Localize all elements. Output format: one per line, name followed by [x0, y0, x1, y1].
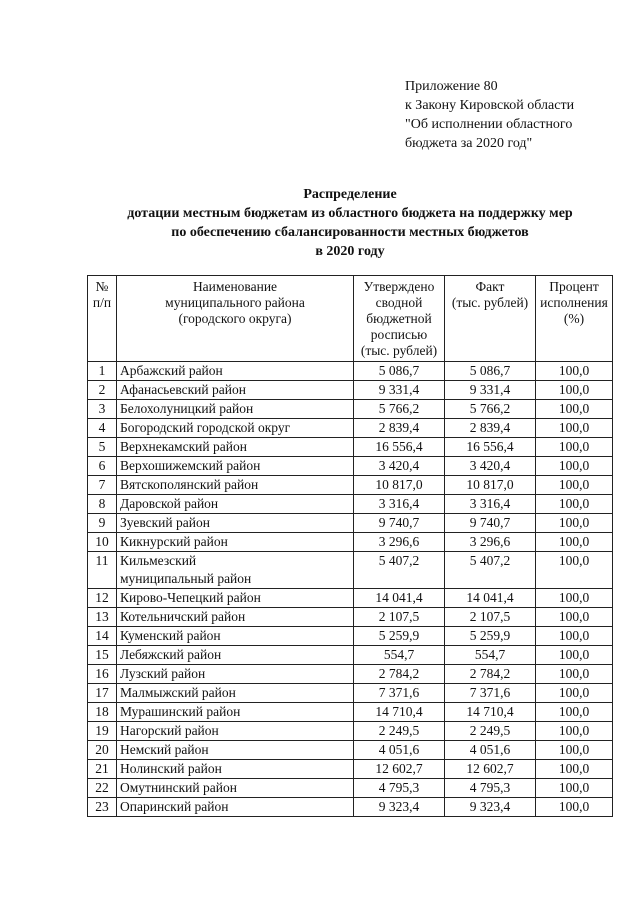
fact-amount: 2 107,5 — [445, 608, 536, 627]
district-name — [117, 608, 354, 627]
table-row — [88, 419, 613, 438]
table-row — [88, 798, 613, 817]
appendix-note — [405, 77, 574, 153]
district-name — [117, 779, 354, 798]
district-name-line: Верхнекамский район — [120, 439, 247, 454]
header-percent: Процент исполнения (%) — [536, 276, 613, 362]
percent-value: 100,0 — [536, 533, 613, 552]
district-name-line: Кикнурский район — [120, 534, 228, 549]
district-name — [117, 438, 354, 457]
fact-amount: 3 316,4 — [445, 495, 536, 514]
district-name — [117, 703, 354, 722]
district-name-line: Богородский городской округ — [120, 420, 291, 435]
fact-amount: 14 041,4 — [445, 589, 536, 608]
fact-amount: 2 249,5 — [445, 722, 536, 741]
table-row — [88, 589, 613, 608]
approved-amount: 5 407,2 — [354, 552, 445, 589]
district-name-line: Лузский район — [120, 666, 206, 681]
header-approved: Утверждено сводной бюджетной росписью (тыс. рублей) — [354, 276, 445, 362]
table-row — [88, 741, 613, 760]
approved-amount: 14 041,4 — [354, 589, 445, 608]
district-name-line: Афанасьевский район — [120, 382, 246, 397]
table-row — [88, 779, 613, 798]
percent-value: 100,0 — [536, 608, 613, 627]
approved-amount: 3 420,4 — [354, 457, 445, 476]
fact-amount: 3 296,6 — [445, 533, 536, 552]
approved-amount: 12 602,7 — [354, 760, 445, 779]
fact-amount: 554,7 — [445, 646, 536, 665]
title-line: дотации местным бюджетам из областного бюджета на поддержку мер — [127, 206, 573, 221]
percent-value: 100,0 — [536, 779, 613, 798]
percent-value: 100,0 — [536, 684, 613, 703]
percent-value: 100,0 — [536, 703, 613, 722]
row-number: 5 — [88, 438, 117, 457]
district-name — [117, 457, 354, 476]
approved-amount: 5 259,9 — [354, 627, 445, 646]
table-row — [88, 627, 613, 646]
district-name-line: Зуевский район — [120, 515, 210, 530]
table-row — [88, 646, 613, 665]
district-name-line: Нолинский район — [120, 761, 222, 776]
district-name-line: Куменский район — [120, 628, 221, 643]
fact-amount: 5 407,2 — [445, 552, 536, 589]
district-name — [117, 722, 354, 741]
appendix-line: Приложение 80 — [405, 79, 498, 94]
district-name-line: Мурашинский район — [120, 704, 241, 719]
approved-amount: 4 051,6 — [354, 741, 445, 760]
row-number: 4 — [88, 419, 117, 438]
table-row — [88, 665, 613, 684]
fact-amount: 5 086,7 — [445, 362, 536, 381]
row-number: 22 — [88, 779, 117, 798]
title-line: Распределение — [303, 187, 397, 202]
percent-value: 100,0 — [536, 646, 613, 665]
percent-value: 100,0 — [536, 381, 613, 400]
row-number: 14 — [88, 627, 117, 646]
approved-amount: 5 766,2 — [354, 400, 445, 419]
fact-amount: 2 839,4 — [445, 419, 536, 438]
district-name — [117, 419, 354, 438]
fact-amount: 5 766,2 — [445, 400, 536, 419]
district-name — [117, 362, 354, 381]
district-name — [117, 495, 354, 514]
appendix-line: "Об исполнении областного — [405, 117, 573, 132]
appendix-line: к Закону Кировской области — [405, 98, 575, 113]
district-name-line: Опаринский район — [120, 799, 229, 814]
district-name-line: Арбажский район — [120, 363, 223, 378]
row-number: 10 — [88, 533, 117, 552]
percent-value: 100,0 — [536, 476, 613, 495]
approved-amount: 3 316,4 — [354, 495, 445, 514]
row-number: 2 — [88, 381, 117, 400]
fact-amount: 4 795,3 — [445, 779, 536, 798]
district-name — [117, 665, 354, 684]
approved-amount: 2 784,2 — [354, 665, 445, 684]
row-number: 9 — [88, 514, 117, 533]
percent-value: 100,0 — [536, 362, 613, 381]
table-row — [88, 684, 613, 703]
district-name — [117, 798, 354, 817]
percent-value: 100,0 — [536, 589, 613, 608]
approved-amount: 5 086,7 — [354, 362, 445, 381]
approved-amount: 7 371,6 — [354, 684, 445, 703]
row-number: 23 — [88, 798, 117, 817]
approved-amount: 2 107,5 — [354, 608, 445, 627]
table-row — [88, 476, 613, 495]
district-name-line: Малмыжский район — [120, 685, 236, 700]
table-row — [88, 514, 613, 533]
percent-value: 100,0 — [536, 438, 613, 457]
table-row — [88, 703, 613, 722]
percent-value: 100,0 — [536, 552, 613, 589]
row-number: 15 — [88, 646, 117, 665]
row-number: 6 — [88, 457, 117, 476]
district-name-line: Кирово-Чепецкий район — [120, 590, 261, 605]
fact-amount: 9 331,4 — [445, 381, 536, 400]
fact-amount: 16 556,4 — [445, 438, 536, 457]
row-number: 18 — [88, 703, 117, 722]
row-number: 20 — [88, 741, 117, 760]
district-name — [117, 381, 354, 400]
table-row — [88, 608, 613, 627]
percent-value: 100,0 — [536, 457, 613, 476]
table-row — [88, 400, 613, 419]
table-row — [88, 722, 613, 741]
percent-value: 100,0 — [536, 760, 613, 779]
approved-amount: 9 331,4 — [354, 381, 445, 400]
fact-amount: 7 371,6 — [445, 684, 536, 703]
table-row — [88, 760, 613, 779]
percent-value: 100,0 — [536, 741, 613, 760]
document-title — [60, 185, 640, 261]
district-name-line: Белохолуницкий район — [120, 401, 254, 416]
percent-value: 100,0 — [536, 419, 613, 438]
approved-amount: 10 817,0 — [354, 476, 445, 495]
district-name-line: Немский район — [120, 742, 209, 757]
district-name-line: Кильмезский — [120, 553, 197, 568]
row-number: 8 — [88, 495, 117, 514]
district-name-line: муниципальный район — [120, 571, 252, 586]
district-name — [117, 400, 354, 419]
district-name — [117, 627, 354, 646]
header-name: Наименование муниципального района (городского округа) — [117, 276, 354, 362]
approved-amount: 4 795,3 — [354, 779, 445, 798]
fact-amount: 4 051,6 — [445, 741, 536, 760]
fact-amount: 9 323,4 — [445, 798, 536, 817]
row-number: 19 — [88, 722, 117, 741]
row-number: 21 — [88, 760, 117, 779]
appendix-line: бюджета за 2020 год" — [405, 136, 533, 151]
approved-amount: 16 556,4 — [354, 438, 445, 457]
budget-table — [87, 275, 613, 817]
district-name-line: Даровской район — [120, 496, 219, 511]
approved-amount: 2 249,5 — [354, 722, 445, 741]
district-name-line: Омутнинский район — [120, 780, 237, 795]
table-row — [88, 381, 613, 400]
percent-value: 100,0 — [536, 722, 613, 741]
percent-value: 100,0 — [536, 495, 613, 514]
percent-value: 100,0 — [536, 514, 613, 533]
row-number: 17 — [88, 684, 117, 703]
district-name — [117, 760, 354, 779]
district-name — [117, 533, 354, 552]
header-num: № п/п — [88, 276, 117, 362]
header-fact: Факт (тыс. рублей) — [445, 276, 536, 362]
fact-amount: 3 420,4 — [445, 457, 536, 476]
table-row — [88, 552, 613, 589]
row-number: 7 — [88, 476, 117, 495]
row-number: 16 — [88, 665, 117, 684]
table-row — [88, 362, 613, 381]
district-name-line: Верхошижемский район — [120, 458, 261, 473]
district-name-line: Котельничский район — [120, 609, 246, 624]
percent-value: 100,0 — [536, 400, 613, 419]
percent-value: 100,0 — [536, 798, 613, 817]
row-number: 11 — [88, 552, 117, 589]
district-name-line: Вятскополянский район — [120, 477, 259, 492]
percent-value: 100,0 — [536, 627, 613, 646]
district-name — [117, 476, 354, 495]
district-name — [117, 741, 354, 760]
district-name — [117, 684, 354, 703]
table-header-row — [88, 276, 613, 362]
approved-amount: 3 296,6 — [354, 533, 445, 552]
table-row — [88, 438, 613, 457]
approved-amount: 2 839,4 — [354, 419, 445, 438]
fact-amount: 9 740,7 — [445, 514, 536, 533]
table-body — [88, 362, 613, 817]
table-row — [88, 457, 613, 476]
approved-amount: 9 740,7 — [354, 514, 445, 533]
percent-value: 100,0 — [536, 665, 613, 684]
district-name — [117, 514, 354, 533]
fact-amount: 10 817,0 — [445, 476, 536, 495]
table-row — [88, 495, 613, 514]
district-name — [117, 646, 354, 665]
table-row — [88, 533, 613, 552]
approved-amount: 14 710,4 — [354, 703, 445, 722]
row-number: 3 — [88, 400, 117, 419]
title-line: по обеспечению сбалансированности местных бюджетов — [171, 225, 529, 240]
row-number: 12 — [88, 589, 117, 608]
fact-amount: 2 784,2 — [445, 665, 536, 684]
fact-amount: 12 602,7 — [445, 760, 536, 779]
district-name-line: Лебяжский район — [120, 647, 222, 662]
district-name — [117, 589, 354, 608]
district-name — [117, 552, 354, 589]
title-line: в 2020 году — [315, 244, 385, 259]
fact-amount: 14 710,4 — [445, 703, 536, 722]
row-number: 13 — [88, 608, 117, 627]
district-name-line: Нагорский район — [120, 723, 219, 738]
fact-amount: 5 259,9 — [445, 627, 536, 646]
row-number: 1 — [88, 362, 117, 381]
approved-amount: 554,7 — [354, 646, 445, 665]
approved-amount: 9 323,4 — [354, 798, 445, 817]
